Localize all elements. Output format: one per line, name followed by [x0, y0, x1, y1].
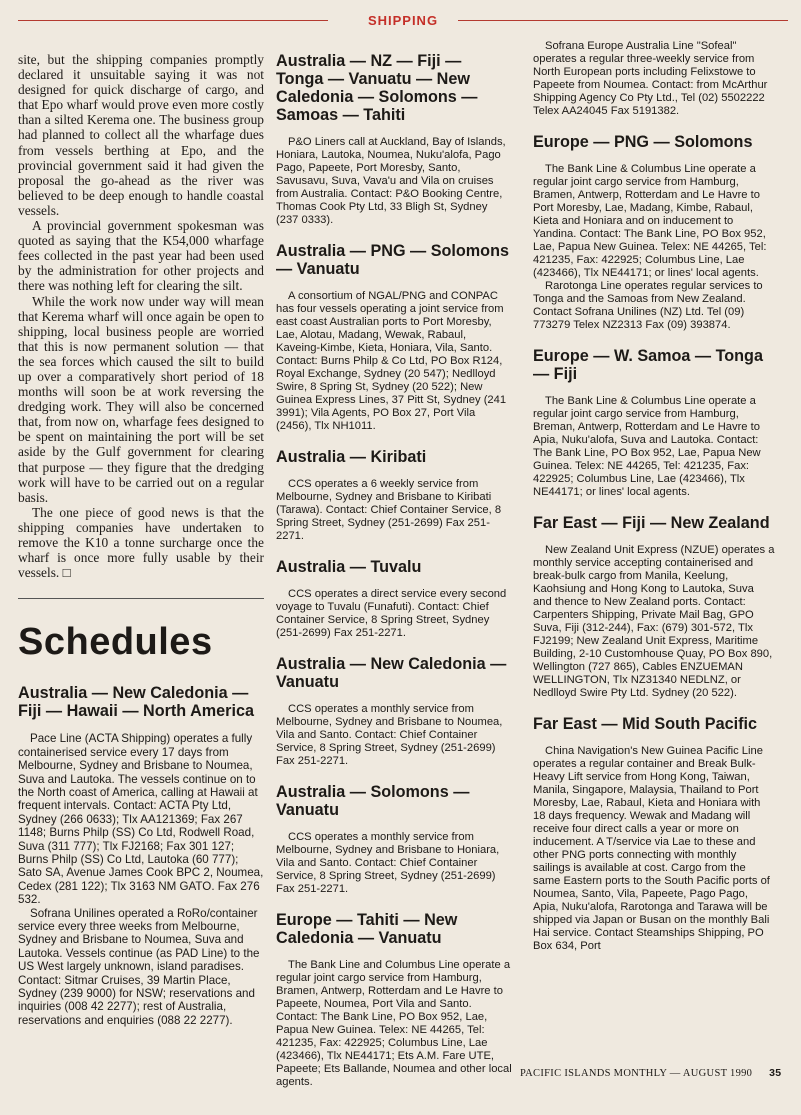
route-description — [533, 40, 775, 118]
schedule-entry — [18, 684, 264, 1027]
route-paragraph: The Bank Line & Columbus Line operate a regular joint cargo service from Hamburg, Breman, Antwerp, Rotterdam and Le Havre to Apia, Nuku'alofa, Suva and Lautoka. Contact: The Bank Line, PO Box 952, Lae, Papua New Guinea. Telex: NE 44265, Tel: 421235, Fax: 422925; Columbus Line, Lae (423466), Tlx NE44171; or lines' local agents. — [533, 395, 761, 498]
route-paragraph: Pace Line (ACTA Shipping) operates a fully containerised service every 17 days from Melbourne, Sydney and Brisbane to Noumea, Suva and Lautoka. The vessels continue on to the North coast of America, calling at Hawaii at frequent intervals. Contact: ACTA Pty Ltd, Sydney (266 0633); Tlx AA121369; Fax 267 1148; Burns Philp (SS) Co Ltd, Rodwell Road, Suva (311 777); Tlx FJ2168; Fax 301 127; Burns Philp (SS) Co Ltd, Lautoka (60 777); Sato SA, Avenue James Cook BPC 2, Noumea, Cedex (281 122); Tlx 3163 NM GATO. Fax 276 532. — [18, 732, 264, 907]
route-paragraph: CCS operates a direct service every second voyage to Tuvalu (Funafuti). Contact: Chief Container Service, 8 Spring Street, Sydney (251-2699) Fax 251-2271. — [276, 588, 507, 639]
route-heading: Australia — New Caledonia — Fiji — Hawaii — North America — [18, 684, 254, 721]
route-paragraph: The Bank Line and Columbus Line operate a regular joint cargo service from Hamburg, Bramen, Antwerp, Rotterdam and Le Havre to Papeete, Noumea, Port Vila and Santo. Contact: The Bank Line, PO Box 952, Lae, Papua New Guinea. Telex: NE 44265, Tel: 421235, Fax: 422925; Columbus Line, Lae (423466), Tlx NE44171; Ets A.M. Fare UTE, Papeete; Ets Ballande, Noumea and other local agents. — [276, 959, 512, 1088]
article-divider — [18, 598, 264, 599]
article-paragraph: The one piece of good news is that the shipping companies have undertaken to remove the K10 a tonne surcharge once the wharf is once more fully usable by their vessels. □ — [18, 504, 264, 581]
article-paragraph: site, but the shipping companies promptly declared it unsuitable saying it was not designed for quick discharge of cargo, and that Epo wharf would prove even more costly than a silted Kerema one. The business group had planned to collect all the wharfage dues from vessels berthing at Epo, and the provincial government said it had given the proposal the go-ahead as the river was believed to be deep enough to handle coastal vessels. — [18, 52, 264, 218]
route-description — [533, 544, 775, 700]
route-heading: Australia — Solomons — Vanuatu — [276, 783, 470, 819]
route-paragraph: CCS operates a monthly service from Melbourne, Sydney and Brisbane to Noumea, Vila and Santo. Contact: Chief Container Service, 8 Spring Street, Sydney (251-2699) Fax 251-2271. — [276, 703, 503, 767]
schedule-entry — [276, 448, 512, 543]
route-heading: Far East — Fiji — New Zealand — [533, 514, 770, 532]
section-title: SHIPPING — [367, 13, 439, 28]
article-body — [18, 52, 264, 580]
section-header — [18, 13, 788, 29]
route-description — [276, 959, 512, 1089]
column-left — [18, 52, 264, 1042]
schedule-list-middle — [276, 52, 512, 1089]
route-heading: Far East — Mid South Pacific — [533, 715, 757, 733]
column-right — [533, 40, 775, 968]
schedule-entry — [533, 40, 775, 118]
route-description — [533, 395, 775, 499]
route-heading: Australia — Tuvalu — [276, 558, 422, 576]
route-description — [276, 588, 512, 640]
header-rule-right — [458, 20, 788, 21]
route-paragraph: The Bank Line & Columbus Line operate a regular joint cargo service from Hamburg, Bramen, Antwerp, Rotterdam and Le Havre to Port Moresby, Lae, Madang, Kimbe, Rabaul, Kieta and Honiara and on inducement to Yandina. Contact: The Bank Line, PO Box 952, Lae, Papua New Guinea. Telex: NE 44265, Tel: 421235, Fax: 422925; Columbus Line, Lae (423466), Tlx NE44171; or lines' local agents. — [533, 163, 767, 279]
route-heading: Europe — Tahiti — New Caledonia — Vanuatu — [276, 911, 458, 947]
schedule-entry — [276, 558, 512, 640]
schedule-list-right — [533, 40, 775, 953]
route-paragraph: P&O Liners call at Auckland, Bay of Islands, Honiara, Lautoka, Noumea, Nuku'alofa, Pago Pago, Papeete, Port Moresby, Santo, Savusavu, Suva, Vava'u and Vila on cruises from Australia. Contact: P&O Booking Centre, Thomas Cook Pty Ltd, 33 Bligh St, Sydney (237 0333). — [276, 136, 506, 226]
route-description — [533, 163, 775, 332]
route-description — [18, 732, 264, 1027]
route-heading: Europe — PNG — Solomons — [533, 133, 753, 151]
page-number: 35 — [769, 1067, 782, 1079]
article-paragraph: A provincial government spokesman was quoted as saying that the K54,000 wharfage fees collected in the past year had been used by the administration for other projects and there was nothing left for clearing the silt. — [18, 218, 264, 294]
route-paragraph: New Zealand Unit Express (NZUE) operates a monthly service accepting containerised and break-bulk cargo from Manila, Keelung, Kaohsiung and Hong Kong to Lautoka, Suva and thence to New Zealand ports. Contact: Carpenters Shipping, Private Mail Bag, GPO Suva, Fiji (312-244), Fax: (679) 301-572, Tlx FJ2199; New Zealand Unit Express, Maritime Building, 2-10 Customhouse Quay, PO Box 890, Wellington (727 865), Cables ENZUEMAN WELLINGTON, Tlx NZ31340 NEDLNZ, or Nedlloyd Swire Pty Ltd. Sydney (20 522). — [533, 544, 775, 699]
schedule-entry — [533, 347, 775, 499]
schedule-entry — [276, 242, 512, 433]
route-description — [533, 745, 775, 953]
route-heading: Australia — New Caledonia — Vanuatu — [276, 655, 507, 691]
route-heading: Europe — W. Samoa — Tonga — Fiji — [533, 347, 763, 383]
route-description — [276, 831, 512, 896]
column-middle — [276, 52, 512, 1104]
route-heading: Australia — PNG — Solomons — Vanuatu — [276, 242, 509, 278]
schedule-entry — [533, 133, 775, 332]
route-description — [276, 703, 512, 768]
route-paragraph: Sofrana Europe Australia Line "Sofeal" operates a regular three-weekly service from North European ports including Felixstowe to Papeete from Noumea. Contact: from McArthur Shipping Agency Co Pty Ltd., Tel (02) 5502222 Telex AA24045 Fax 5191382. — [533, 40, 768, 117]
route-paragraph: CCS operates a monthly service from Melbourne, Sydney and Brisbane to Honiara, Vila and Santo. Contact: Chief Container Service, 8 Spring Street, Sydney (251-2699) Fax 251-2271. — [276, 831, 500, 895]
article-paragraph: While the work now under way will mean that Kerema wharf will once again be open to shipping, local business people are worried that this is now permanent solution — that the sea forces which caused the silt to build up over a comparatively short period of 18 months will soon be at work reversing the dredging work. They will also be concerned that, from now on, wharfage fees designed to be spent on maintaining the port will be set aside by the Gulf government for clearing that purpose — they figure that the dredging work will have to be carried out on a regular basis. — [18, 293, 264, 505]
schedule-entry — [533, 715, 775, 953]
route-heading: Australia — Kiribati — [276, 448, 427, 466]
route-description — [276, 478, 512, 543]
route-paragraph: Sofrana Unilines operated a RoRo/container service every three weeks from Melbourne, Sydney and Brisbane to Noumea, Suva and Lautoka. Vessels continue (as PAD Line) to the US West largely unknown, island paradises. Contact: Sitmar Cruises, 39 Martin Place, Sydney (239 9000) for NSW; reservations and inquiries (008 42 2277); rest of Australia, reservations and enquiries (088 22 2277). — [18, 906, 260, 1027]
route-paragraph: Rarotonga Line operates regular services to Tonga and the Samoas from New Zealand. Contact Sofrana Unilines (NZ) Ltd. Tel (09) 773279 Telex NZ2313 Fax (09) 393874. — [533, 280, 763, 331]
page-footer — [520, 1067, 781, 1079]
schedule-entry — [276, 52, 512, 227]
route-paragraph: A consortium of NGAL/PNG and CONPAC has four vessels operating a joint service from east coast Australian ports to Port Moresby, Lae, Alotau, Madang, Wewak, Rabaul, Kaveing-Kimbe, Kieta, Honiara, Vila, Santo. Contact: Burns Philp & Co Ltd, PO Box R124, Royal Exchange, Sydney (20 547); Nedlloyd Swire, 8 Spring St, Sydney (20 522); New Guinea Express Lines, 37 Pitt St, Sydney (241 3991); Vila Agents, PO Box 27, Port Vila (2456), Tlx NH1011. — [276, 290, 507, 432]
route-paragraph: CCS operates a 6 weekly service from Melbourne, Sydney and Brisbane to Kiribati (Tarawa). Contact: Chief Container Service, 8 Spring Street, Sydney (251-2699) Fax 251-2271. — [276, 478, 502, 542]
publication-name: PACIFIC ISLANDS MONTHLY — AUGUST 1990 — [520, 1068, 753, 1079]
route-description — [276, 290, 512, 433]
route-description — [276, 136, 512, 227]
schedule-entry — [533, 514, 775, 700]
schedules-title: Schedules — [18, 621, 213, 664]
route-heading: Australia — NZ — Fiji — Tonga — Vanuatu — New Caledonia — Solomons — Samoas — Tahiti — [276, 52, 478, 124]
schedule-list-left — [18, 684, 264, 1027]
schedule-entry — [276, 911, 512, 1089]
route-paragraph: China Navigation's New Guinea Pacific Line operates a regular container and Break Bulk-Heavy Lift service from Hong Kong, Taiwan, Manila, Singapore, Malaysia, Thailand to Port Moresby, Lae, Rabaul, Kieta and Honiara with 18 days frequency. Wewak and Madang will receive four direct calls a year or more on inducement. A T/service via Lae to these and other PNG ports connecting with monthly sailings is available at cost. Cargo from the same Eastern ports to the South Pacific ports of Noumea, Santo, Vila, Papeete, Pago Pago, Apia, Nuku'alofa, Rarotonga and Tarawa will be shipped via Japan or Busan on the monthly Bali Hai service. Contact Steamships Shipping, PO Box 634, Port — [533, 745, 770, 952]
schedule-entry — [276, 655, 512, 768]
schedule-entry — [276, 783, 512, 896]
